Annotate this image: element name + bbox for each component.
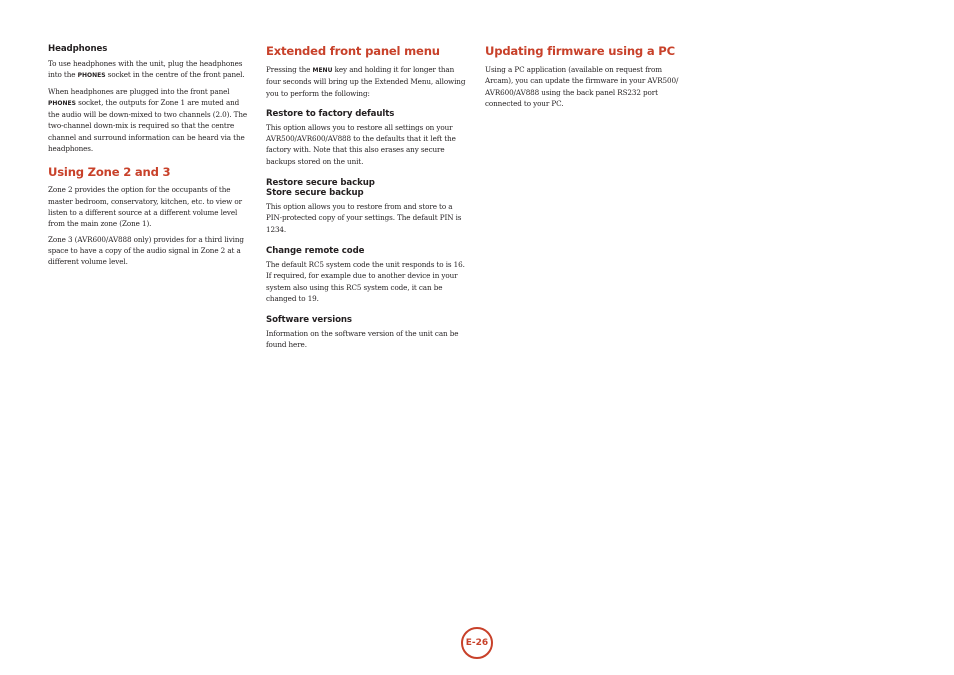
text-run: key and holding it for longer than four seconds will bring up the Extended Menu, allowing you to perform the following: [266,65,466,98]
software-versions-text: Information on the software version of the unit can be found here. [266,329,459,350]
column-left [48,44,252,267]
column-right [485,44,689,109]
headphones-paragraph-1 [48,58,252,82]
zone-paragraph-2: Zone 3 (AVR600/AV888 only) provides for a third living space to have a copy of the audio signal in Zone 2 at a different volume level. [48,234,244,267]
text-run: Pressing the [266,65,313,74]
updating-firmware-text: Using a PC application (available on request from Arcam), you can update the firmware in your AVR500/ AVR600/AV888 using the back panel RS232 port connected to your PC. [485,65,679,108]
headphones-heading: Headphones [48,44,108,54]
updating-firmware-heading: Updating firmware using a PC [485,44,675,58]
store-secure-backup-heading: Store secure backup [266,188,364,199]
software-versions-heading: Software versions [266,315,352,326]
restore-secure-backup-heading: Restore secure backup [266,178,375,189]
change-remote-code-heading: Change remote code [266,245,365,256]
zone-heading: Using Zone 2 and 3 [48,165,171,180]
phones-key-label: PHONES [77,72,106,80]
page-number: E-26 [465,638,489,648]
page-number-badge [461,627,493,659]
text-run: socket, the outputs for Zone 1 are muted and the audio will be down-mixed to two channels (2.0). The two-channel down-mix is required so that the centre channel and surround information can be heard via the headphones. [48,97,248,154]
secure-backup-text: This option allows you to restore from and store to a PIN-protected copy of your settings. The default PIN is 1234. [266,202,462,234]
restore-factory-text: This option allows you to restore all settings on your AVR500/AVR600/AV888 to the defaults that it left the factory with. Note that this also erases any secure backups stored on the unit. [266,122,456,166]
change-remote-code-text: The default RC5 system code the unit responds to is 16. If required, for example due to another device in your system also using this RC5 system code, it can be changed to 19. [266,259,465,303]
menu-key-label: MENU [312,67,333,74]
extended-menu-intro [266,64,470,99]
text-run: socket in the centre of the front panel. [105,70,245,80]
column-middle [266,44,470,351]
text-run: To use headphones with the unit, plug the headphones into the [48,59,243,80]
headphones-paragraph-2 [48,86,252,155]
extended-menu-heading: Extended front panel menu [266,44,440,58]
zone-paragraph-1: Zone 2 provides the option for the occupants of the master bedroom, conservatory, kitchen, etc. to view or listen to a different source at a different volume level from the main zone (Zone 1). [48,185,242,229]
restore-factory-heading: Restore to factory defaults [266,108,395,119]
phones-key-label: PHONES [48,99,76,107]
text-run: When headphones are plugged into the front panel [48,86,230,96]
